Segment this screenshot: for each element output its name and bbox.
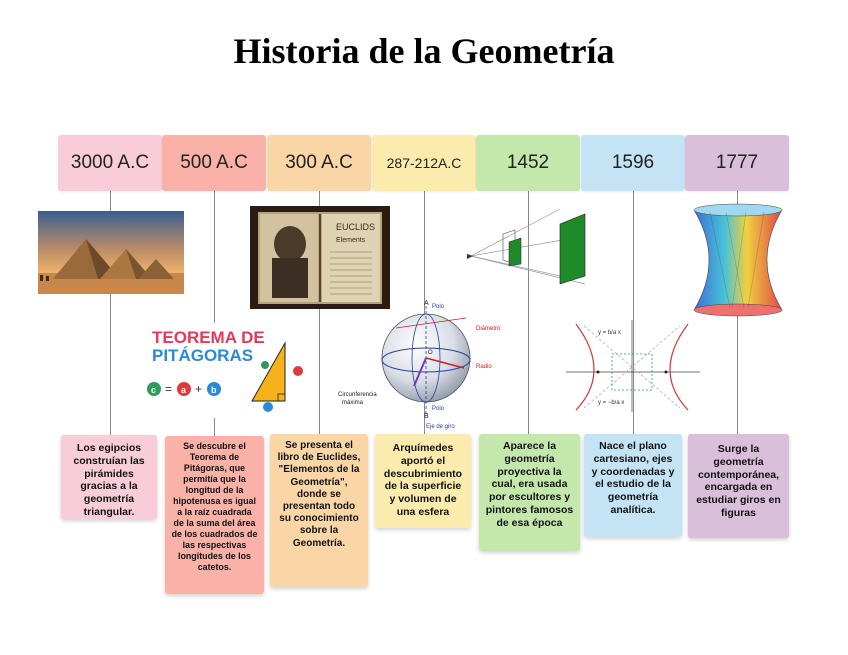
svg-text:=: = — [165, 382, 173, 396]
euclid-book-subtitle: Elements — [336, 237, 366, 244]
description-text: Arquímedes aportó el descubrimiento de la superficie y volumen de una esfera — [383, 442, 463, 518]
description-card-287ac — [375, 434, 471, 528]
hyperboloid-image — [690, 202, 786, 318]
year-box-300ac — [267, 135, 371, 191]
year-box-1777 — [685, 135, 789, 191]
description-card-500ac — [165, 436, 264, 594]
svg-text:a: a — [181, 385, 187, 395]
description-card-3000ac — [61, 435, 157, 519]
year-label: 3000 A.C — [70, 152, 150, 173]
cartesian-hyperbola-image — [562, 316, 704, 414]
sphere-label-polo-top: Polo — [432, 304, 445, 310]
pythagoras-theorem-image — [140, 323, 308, 418]
sphere-label-eje: Eje de giro — [426, 424, 455, 430]
sphere-label-polo-bottom: Polo — [432, 406, 445, 412]
euclid-book-title: EUCLIDS — [336, 222, 376, 232]
page-title: Historia de la Geometría — [233, 31, 615, 71]
sphere-label-o: O — [428, 350, 433, 356]
description-text: Aparece la geometría proyectiva la cual, era usada por escultores y pintores famosos de esa época — [485, 440, 574, 529]
sphere-label-b: B — [424, 413, 429, 420]
description-card-1777 — [688, 434, 789, 538]
sphere-diagram-image — [336, 298, 516, 433]
year-label: 1596 — [611, 152, 655, 173]
year-label: 500 A.C — [180, 152, 248, 173]
description-card-300ac — [270, 434, 368, 587]
year-label: 300 A.C — [285, 152, 353, 173]
year-box-1596 — [581, 135, 685, 191]
description-text: Los egipcios construían las pirámides gracias a la geometría triangular. — [73, 442, 145, 518]
description-text: Nace el plano cartesiano, ejes y coordenadas y el estudio de la geometría analítica. — [591, 440, 675, 516]
euclid-book-image — [250, 206, 390, 309]
year-label: 287-212A.C — [386, 155, 462, 171]
pythagoras-title-line1: TEOREMA DE — [152, 328, 265, 347]
svg-text:y = b/a x: y = b/a x — [598, 330, 621, 336]
projective-geometry-image — [465, 206, 593, 291]
year-box-287ac — [372, 135, 476, 191]
description-text: Surge la geometría contemporánea, encargada en estudiar giros en figuras — [696, 443, 781, 519]
year-box-3000ac — [58, 135, 162, 191]
year-box-500ac — [162, 135, 266, 191]
sphere-label-a: A — [424, 300, 429, 307]
year-box-1452 — [476, 135, 580, 191]
svg-text:y = −b/a x: y = −b/a x — [598, 400, 625, 406]
year-label: 1777 — [715, 152, 759, 173]
svg-text:b: b — [211, 385, 217, 395]
svg-text:+: + — [195, 382, 203, 396]
description-text: Se descubre el Teorema de Pitágoras, que permitía que la longitud de la hipotenusa es igual a la raíz cuadrada de la suma del área de los cuadrados de las respectivas longitudes de los catetos. — [171, 441, 258, 573]
sphere-label-radio: Radio — [476, 364, 492, 370]
sphere-label-circunferencia: Circunferencia — [338, 392, 377, 398]
sphere-label-diametro: Diámetro — [476, 326, 501, 332]
pythagoras-title-line2: PITÁGORAS — [152, 346, 254, 365]
description-card-1452 — [479, 434, 580, 551]
pyramids-image — [38, 211, 184, 294]
year-label: 1452 — [506, 152, 550, 173]
svg-text:c: c — [151, 385, 157, 395]
description-text: Se presenta el libro de Euclides, "Elementos de la Geometría", donde se presentan todo su conocimiento sobre la Geometría. — [277, 440, 361, 549]
sphere-label-maxima: máxima — [342, 400, 364, 406]
description-card-1596 — [584, 434, 682, 537]
